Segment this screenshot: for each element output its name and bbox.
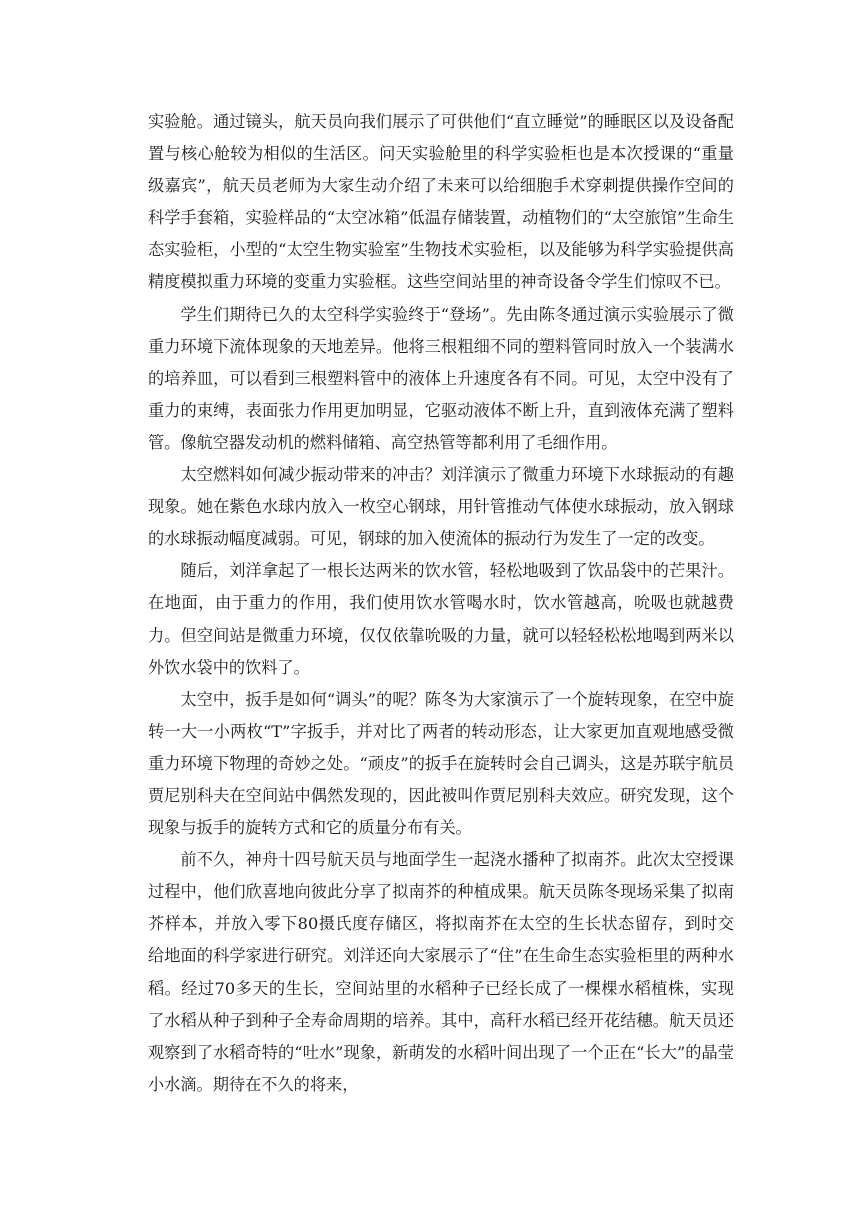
paragraph-plant-cultivation: 前不久，神舟十四号航天员与地面学生一起浇水播种了拟南芥。此次太空授课过程中，他们欣喜地向彼此分享了拟南芥的种植成果。航天员陈冬现场采集了拟南芥样本，并放入零下80摄氏度存储区，将拟南芥在太空的生长状态留存，到时交给地面的科学家进行研究。刘洋还向大家展示了“住”在生命生态实验柜里的两种水稻。经过70多天的生长，空间站里的水稻种子已经长成了一棵棵水稻植株，实现了水稻从种子到种子全寿命周期的培养。其中，高秆水稻已经开花结穗。航天员还观察到了水稻奇特的“吐水”现象，新萌发的水稻叶间出现了一个正在“长大”的晶莹小水滴。期待在不久的将来，	[148, 850, 734, 1094]
paragraph-capillary-experiment: 学生们期待已久的太空科学实验终于“登场”。先由陈冬通过演示实验展示了微重力环境下流体现象的天地差异。他将三根粗细不同的塑料管同时放入一个装满水的培养皿，可以看到三根塑料管中的液体上升速度各有不同。可见，太空中没有了重力的束缚，表面张力作用更加明显，它驱动液体不断上升，直到液体充满了塑料管。像航空器发动机的燃料储箱、高空热管等都利用了毛细作用。	[148, 304, 734, 452]
paragraph-water-ball-vibration: 太空燃料如何减少振动带来的冲击？刘洋演示了微重力环境下水球振动的有趣现象。她在紫色水球内放入一枚空心钢球，用针管推动气体使水球振动，放入钢球的水球振动幅度减弱。可见，钢球的加入使流体的振动行为发生了一定的改变。	[148, 465, 734, 549]
document-page	[148, 106, 734, 1101]
paragraph-lab-module-equipment: 实验舱。通过镜头，航天员向我们展示了可供他们“直立睡觉”的睡眠区以及设备配置与核心舱较为相似的生活区。问天实验舱里的科学实验柜也是本次授课的“重量级嘉宾”，航天员老师为大家生动介绍了未来可以给细胞手术穿刺提供操作空间的科学手套箱，实验样品的“太空冰箱”低温存储装置，动植物们的“太空旅馆”生命生态实验柜，小型的“太空生物实验室”生物技术实验柜，以及能够为科学实验提供高精度模拟重力环境的变重力实验框。这些空间站里的神奇设备令学生们惊叹不已。	[148, 112, 734, 292]
paragraph-wrench-rotation: 太空中，扳手是如何“调头”的呢？陈冬为大家演示了一个旋转现象，在空中旋转一大一小两枚“T”字扳手，并对比了两者的转动形态，让大家更加直观地感受微重力环境下物理的奇妙之处。“顽皮”的扳手在旋转时会自己调头，这是苏联宇航员贾尼别科夫在空间站中偶然发现的，因此被叫作贾尼别科夫效应。研究发现，这个现象与扳手的旋转方式和它的质量分布有关。	[148, 689, 734, 838]
paragraph-long-straw: 随后，刘洋拿起了一根长达两米的饮水管，轻松地吸到了饮品袋中的芒果汁。在地面，由于重力的作用，我们使用饮水管喝水时，饮水管越高，吮吸也就越费力。但空间站是微重力环境，仅仅依靠吮吸的力量，就可以轻轻松松地喝到两米以外饮水袋中的饮料了。	[148, 561, 734, 677]
